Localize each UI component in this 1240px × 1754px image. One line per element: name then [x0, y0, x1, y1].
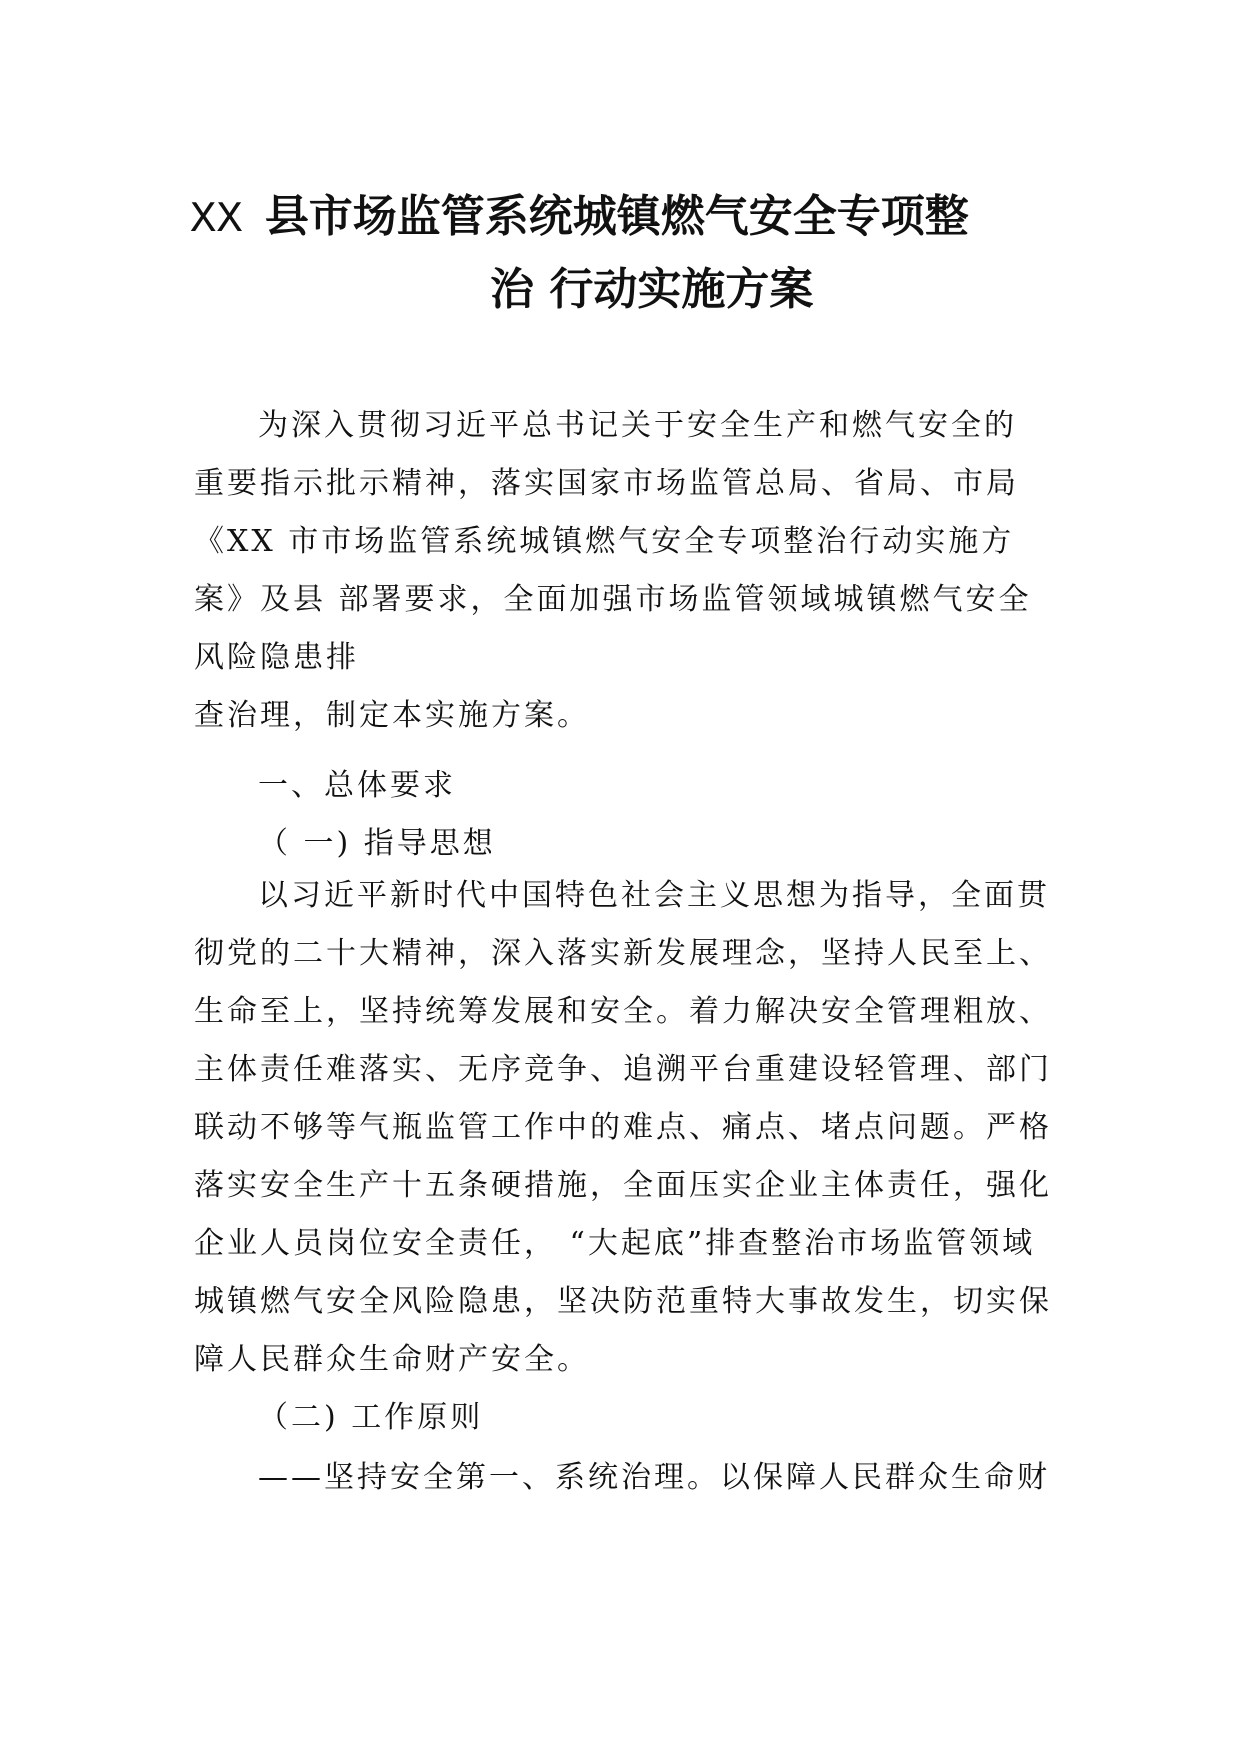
title-text-1: 县市场监管系统城镇燃气安全专项整 [264, 191, 969, 242]
guiding-line-9: 障人民群众生命财产安全。 [194, 1342, 590, 1377]
intro-line-4: 案》及县 部署要求，全面加强市场监管领域城镇燃气安全 [194, 582, 1032, 617]
guiding-line-5: 联动不够等气瓶监管工作中的难点、痛点、堵点问题。严格 [194, 1110, 1052, 1145]
guiding-line-8: 城镇燃气安全风险隐患，坚决防范重特大事故发生，切实保 [194, 1284, 1052, 1319]
guiding-line-6: 落实安全生产十五条硬措施，全面压实企业主体责任，强化 [194, 1168, 1052, 1203]
intro-line-3: 《XX 市市场监管系统城镇燃气安全专项整治行动实施方 [194, 524, 1015, 559]
subsection-heading-work-principles: （二) 工作原则 [258, 1400, 484, 1435]
document-title-line-1 [190, 180, 1240, 245]
principle-line-1: ——坚持安全第一、系统治理。以保障人民群众生命财 [258, 1460, 1050, 1495]
guiding-line-7: 企业人员岗位安全责任， “大起底”排查整治市场监管领域 [194, 1226, 1036, 1261]
section-heading-overall-requirements: 一、总体要求 [258, 768, 456, 803]
document-title-line-2: 治 行动实施方案 [490, 264, 814, 315]
intro-line-2: 重要指示批示精神，落实国家市场监管总局、省局、市局 [194, 466, 1019, 501]
intro-line-1: 为深入贯彻习近平总书记关于安全生产和燃气安全的 [258, 408, 1017, 443]
guiding-line-2: 彻党的二十大精神，深入落实新发展理念，坚持人民至上、 [194, 936, 1052, 971]
title-prefix: XX [190, 195, 243, 245]
intro-paragraph [194, 397, 1054, 745]
guiding-thought-paragraph [194, 867, 1054, 1389]
intro-line-6: 查治理，制定本实施方案。 [194, 698, 590, 733]
intro-line-5: 风险隐患排 [194, 640, 359, 675]
guiding-line-1: 以习近平新时代中国特色社会主义思想为指导，全面贯 [258, 878, 1050, 913]
guiding-line-4: 主体责任难落实、无序竞争、追溯平台重建设轻管理、部门 [194, 1052, 1052, 1087]
guiding-line-3: 生命至上，坚持统筹发展和安全。着力解决安全管理粗放、 [194, 994, 1052, 1029]
subsection-heading-guiding-thought: （ 一) 指导思想 [258, 826, 496, 861]
